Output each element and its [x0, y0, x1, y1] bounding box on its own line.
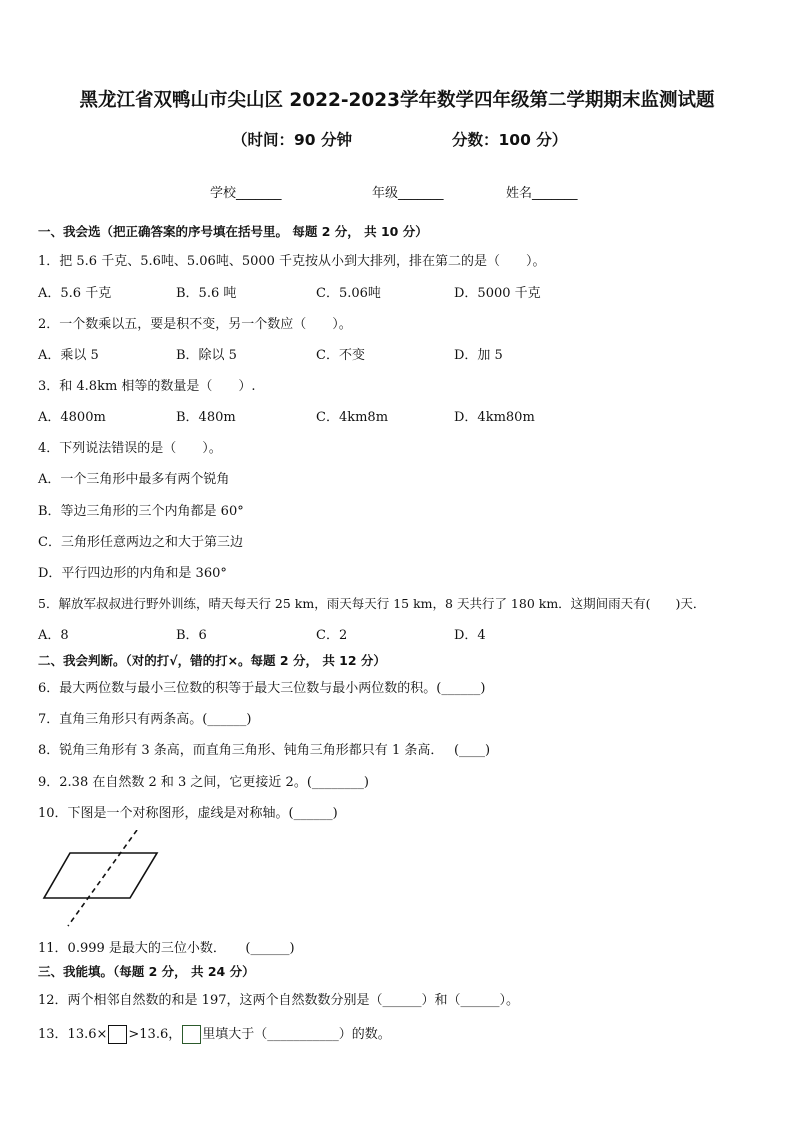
parallelogram-shape: [44, 853, 157, 898]
exam-score: 分数：100 分）: [452, 131, 568, 149]
q1-option-b: B．5.6 吨: [176, 286, 237, 301]
q4-option-c: C．三角形任意两边之和大于第三边: [38, 535, 243, 550]
q13-prefix: 13．13.6×: [38, 1027, 108, 1042]
question-9: 9．2.38 在自然数 2 和 3 之间，它更接近 2。(________): [38, 775, 369, 790]
q3-option-d: D．4km80m: [454, 410, 535, 425]
question-7: 7．直角三角形只有两条高。(______): [38, 712, 252, 727]
q4-option-b: B．等边三角形的三个内角都是 60°: [38, 504, 244, 519]
grade-field: 年级_______: [372, 186, 444, 201]
question-11: 11．0.999 是最大的三位小数． (______): [38, 941, 295, 956]
question-12: 12．两个相邻自然数的和是 197，这两个自然数数分别是（______）和（______）。: [38, 993, 519, 1008]
symmetry-axis-dashed-line: [68, 830, 137, 926]
question-6: 6．最大两位数与最小三位数的积等于最大三位数与最小两位数的积。(______): [38, 681, 486, 696]
school-field: 学校_______: [210, 186, 282, 201]
question-5: 5．解放军叔叔进行野外训练，晴天每天行 25 km，雨天每天行 15 km，8 天共行了 180 km．这期间雨天有( )天．: [38, 596, 706, 611]
q3-option-a: A．4800m: [38, 410, 106, 425]
question-2: 2．一个数乘以五，要是积不变，另一个数应（ ）。: [38, 317, 352, 332]
question-4: 4．下列说法错误的是（ ）。: [38, 441, 222, 456]
question-13: [38, 1023, 391, 1044]
q3-option-c: C．4km8m: [316, 410, 389, 425]
answer-box-reference: [182, 1025, 201, 1044]
answer-box: [108, 1025, 127, 1044]
q2-option-a: A．乘以 5: [38, 348, 99, 363]
q2-option-d: D．加 5: [454, 348, 503, 363]
question-8: 8．锐角三角形有 3 条高，而直角三角形、钝角三角形都只有 1 条高． (____): [38, 743, 491, 758]
q5-option-d: D．4: [454, 628, 486, 643]
name-field: 姓名_______: [506, 186, 578, 201]
q5-option-b: B．6: [176, 628, 207, 643]
q5-option-c: C．2: [316, 628, 348, 643]
section-3-heading: 三、我能填。（每题 2 分， 共 24 分）: [38, 964, 255, 979]
q1-option-d: D．5000 千克: [454, 286, 541, 301]
section-2-heading: 二、我会判断。（对的打√，错的打×。每题 2 分， 共 12 分）: [38, 653, 386, 668]
question-10: 10．下图是一个对称图形，虚线是对称轴。(______): [38, 806, 338, 821]
q5-option-a: A．8: [38, 628, 69, 643]
parallelogram-figure: [40, 830, 170, 930]
q2-option-c: C．不变: [316, 348, 365, 363]
exam-time: （时间：90 分钟: [232, 131, 352, 149]
q4-option-d: D．平行四边形的内角和是 360°: [38, 566, 227, 581]
q3-option-b: B．480m: [176, 410, 236, 425]
q2-option-b: B．除以 5: [176, 348, 237, 363]
question-1: 1．把 5.6 千克、5.6吨、5.06吨、5000 千克按从小到大排列，排在第二的是（ ）。: [38, 254, 546, 269]
question-3: 3．和 4.8km 相等的数量是（ ）.: [38, 379, 256, 394]
q13-suffix: 里填大于（___________）的数。: [202, 1027, 391, 1042]
q4-option-a: A．一个三角形中最多有两个锐角: [38, 472, 230, 487]
section-1-heading: 一、我会选（把正确答案的序号填在括号里。 每题 2 分， 共 10 分）: [38, 224, 428, 239]
page-title: 黑龙江省双鸭山市尖山区 2022-2023学年数学四年级第二学期期末监测试题: [79, 90, 715, 111]
q1-option-a: A．5.6 千克: [38, 286, 112, 301]
q1-option-c: C．5.06吨: [316, 286, 381, 301]
q13-middle: >13.6，: [128, 1027, 182, 1042]
